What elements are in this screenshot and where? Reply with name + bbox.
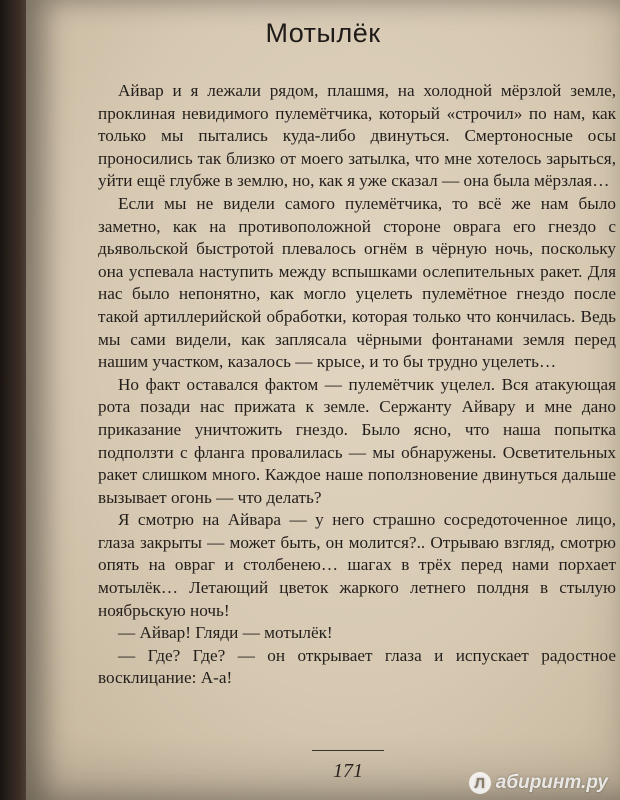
paragraph-3: Но факт оставался фактом — пулемётчик уцелел. Вся атакующая рота позади нас прижата к земле. Сержанту Айвару и мне дано приказание уничтожить гнездо. Было ясно, что наша попытка подползти с фланга провалилась — мы обнаружены. Осветительных ракет слишком много. Каждое наше поползновение двинуться дальше вызывает огонь — что делать? <box>98 374 616 507</box>
watermark-text: абиринт.ру <box>495 772 608 793</box>
paragraph-6: — Где? Где? — он открывает глаза и испускает радостное восклицание: А-а! <box>98 645 616 688</box>
labirint-logo-icon: Л <box>469 772 491 794</box>
book-page <box>26 0 620 800</box>
paragraph-1: Айвар и я лежали рядом, плашмя, на холодной мёрзлой земле, проклиная невидимого пулемётчика, который «строчил» по нам, как только мы пытались куда-либо двинуться. Смертоносные осы проносились так близко от моего затылка, что мне хотелось зарыться, уйти ещё глубже в землю, но, как я уже сказал — она была мёрзлая… <box>98 81 616 191</box>
paragraph-5: — Айвар! Гляди — мотылёк! <box>118 623 333 643</box>
paragraph-4: Я смотрю на Айвара — у него страшно сосредоточенное лицо, глаза закрыты — может быть, он молится?.. Отрываю взгляд, смотрю опять на овраг и столбенею… шагах в трёх перед нами порхает мотылёк… Летающий цветок жаркого летнего полдня в стылую ноябрьскую ночь! <box>98 510 616 620</box>
chapter-title: Мотылёк <box>265 18 381 48</box>
watermark <box>469 772 608 794</box>
paragraph-2: Если мы не видели самого пулемётчика, то всё же нам было заметно, как на противоположной стороне оврага его гнездо с дьявольской быстротой плевалось огнём в чёрную ночь, поскольку она успевала наступить между вспышками ослепительных ракет. Для нас было непонятно, как могло уцелеть пулемётное гнездо после такой артиллерийской обработки, которая только что кончилась. Ведь мы сами видели, как заплясала чёрными фонтанами земля перед нашим участком, казалось — крысе, и то бы трудно уцелеть… <box>98 193 616 372</box>
body-text <box>98 80 616 690</box>
page-number-rule <box>312 750 384 751</box>
page-number: 171 <box>333 760 363 782</box>
